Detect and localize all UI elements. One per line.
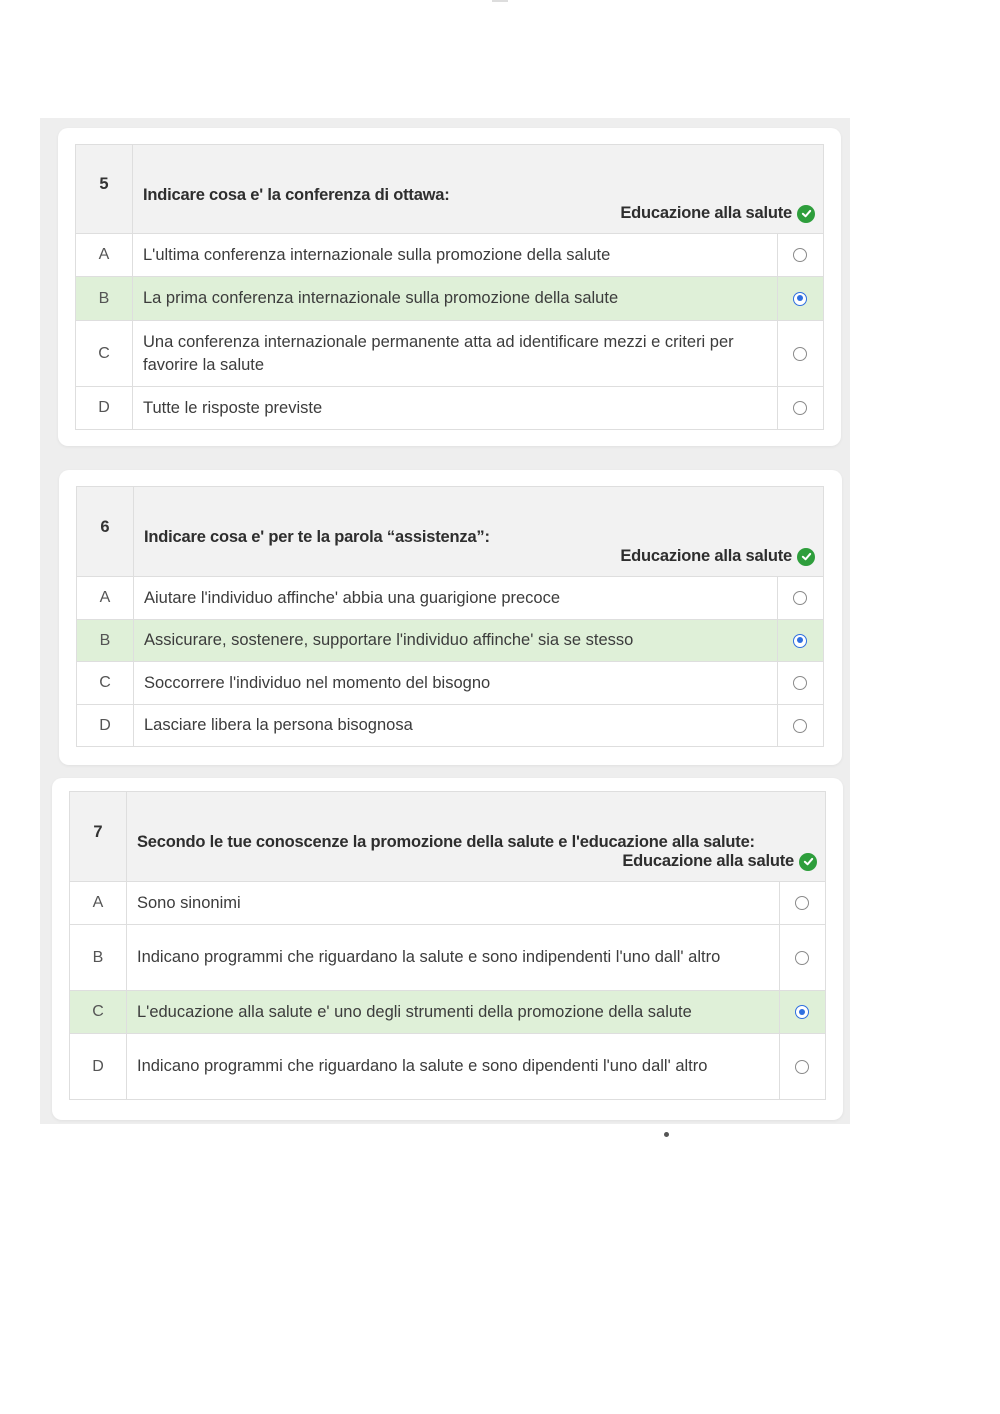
subject-text: Educazione alla salute — [622, 852, 794, 870]
option-text: Aiutare l'individuo affinche' abbia una guarigione precoce — [134, 577, 778, 620]
option-row[interactable] — [70, 925, 826, 991]
option-text: Assicurare, sostenere, supportare l'individuo affinche' sia se stesso — [134, 620, 778, 662]
option-text: Indicano programmi che riguardano la salute e sono dipendenti l'uno dall' altro — [127, 1034, 780, 1100]
option-letter: B — [70, 925, 127, 991]
option-letter: A — [70, 882, 127, 925]
option-text: Lasciare libera la persona bisognosa — [134, 705, 778, 747]
option-radio[interactable] — [793, 401, 807, 415]
option-text: Soccorrere l'individuo nel momento del bisogno — [134, 662, 778, 705]
check-circle-icon — [797, 205, 815, 223]
option-row[interactable] — [76, 387, 824, 430]
option-radio-checked[interactable] — [793, 292, 807, 306]
option-radio[interactable] — [793, 347, 807, 361]
option-letter: D — [70, 1034, 127, 1100]
option-row[interactable] — [77, 705, 824, 747]
option-letter: C — [70, 991, 127, 1034]
option-row[interactable] — [77, 577, 824, 620]
option-text: Indicano programmi che riguardano la salute e sono indipendenti l'uno dall' altro — [127, 925, 780, 991]
option-row[interactable] — [77, 662, 824, 705]
option-text: Tutte le risposte previste — [133, 387, 778, 430]
option-letter: B — [77, 620, 134, 662]
quiz-panel — [40, 118, 850, 1124]
option-letter: D — [77, 705, 134, 747]
option-radio[interactable] — [793, 676, 807, 690]
option-text: Sono sinonimi — [127, 882, 780, 925]
option-radio[interactable] — [793, 248, 807, 262]
option-text: L'ultima conferenza internazionale sulla promozione della salute — [133, 234, 778, 277]
option-row[interactable] — [70, 882, 826, 925]
question-text: Secondo le tue conoscenze la promozione della salute e l'educazione alla salute: — [137, 833, 755, 851]
option-letter: A — [77, 577, 134, 620]
option-letter: D — [76, 387, 133, 430]
question-card — [58, 128, 841, 446]
option-letter: A — [76, 234, 133, 277]
subject-label — [620, 547, 815, 566]
option-letter: B — [76, 277, 133, 321]
question-card — [59, 470, 842, 765]
stray-dot — [664, 1132, 669, 1137]
option-row-selected[interactable] — [77, 620, 824, 662]
subject-text: Educazione alla salute — [620, 547, 792, 565]
option-text: L'educazione alla salute e' uno degli strumenti della promozione della salute — [127, 991, 780, 1034]
option-row[interactable] — [70, 1034, 826, 1100]
option-row[interactable] — [76, 234, 824, 277]
option-text: La prima conferenza internazionale sulla promozione della salute — [133, 277, 778, 321]
check-circle-icon — [797, 548, 815, 566]
option-row[interactable] — [76, 321, 824, 387]
option-text: Una conferenza internazionale permanente atta ad identificare mezzi e criteri per favorire la salute — [133, 321, 778, 387]
question-table — [75, 144, 824, 430]
question-header — [134, 487, 824, 577]
question-card — [52, 778, 843, 1120]
question-text: Indicare cosa e' per te la parola “assistenza”: — [144, 528, 490, 546]
check-circle-icon — [799, 853, 817, 871]
option-row-selected[interactable] — [76, 277, 824, 321]
option-row-selected[interactable] — [70, 991, 826, 1034]
question-text: Indicare cosa e' la conferenza di ottawa: — [143, 185, 450, 204]
option-radio[interactable] — [795, 1060, 809, 1074]
question-number: 6 — [77, 487, 134, 577]
subject-label — [622, 852, 817, 871]
question-number: 7 — [70, 792, 127, 882]
option-radio-checked[interactable] — [793, 634, 807, 648]
option-radio[interactable] — [795, 951, 809, 965]
question-table — [69, 791, 826, 1100]
top-mark — [492, 0, 508, 2]
question-header — [127, 792, 826, 882]
option-radio[interactable] — [793, 719, 807, 733]
option-letter: C — [76, 321, 133, 387]
question-header — [133, 145, 824, 234]
option-radio-checked[interactable] — [795, 1005, 809, 1019]
option-radio[interactable] — [793, 591, 807, 605]
option-letter: C — [77, 662, 134, 705]
question-table — [76, 486, 824, 747]
question-number: 5 — [76, 145, 133, 234]
option-radio[interactable] — [795, 896, 809, 910]
subject-label — [620, 204, 815, 223]
subject-text: Educazione alla salute — [620, 204, 792, 222]
